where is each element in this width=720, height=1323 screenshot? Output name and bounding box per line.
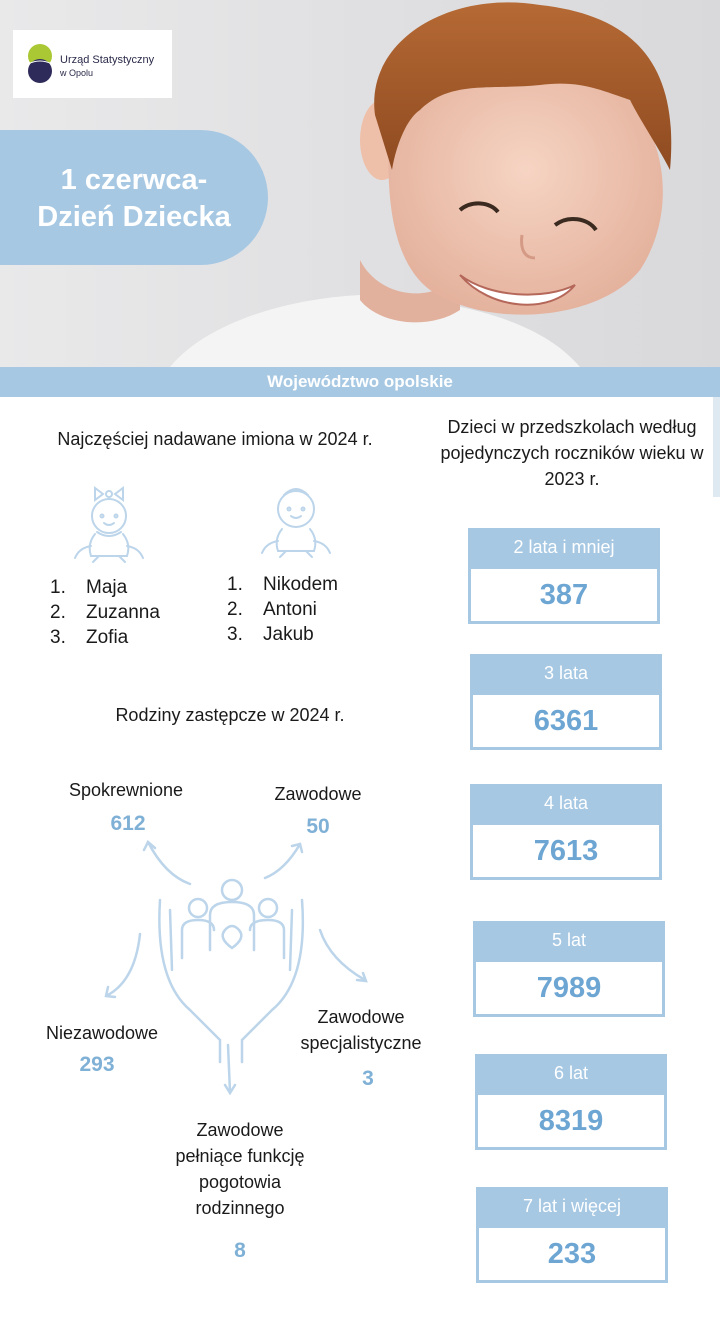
card-label: 5 lat: [551, 930, 587, 950]
card-label: 4 lata: [543, 793, 589, 813]
region-name: Województwo opolskie: [267, 372, 453, 391]
preschool-title: Dzieci w przedszkolach według pojedynczych roczników wieku w 2023 r.: [440, 417, 704, 489]
card-value: 7989: [536, 972, 602, 1004]
preschool-card-7-lat: [476, 1187, 668, 1283]
card-value: 8319: [538, 1105, 604, 1137]
page-title-line-2: Dzień Dziecka: [37, 201, 231, 233]
foster-specjalistyczne-value: 3: [362, 1067, 374, 1090]
boy-names-list: [227, 572, 338, 647]
foster-spokrewnione-value: 612: [110, 812, 146, 835]
card-value: 387: [539, 579, 589, 611]
card-label: 2 lata i mniej: [513, 537, 615, 557]
list-item: 2. Zuzanna: [50, 602, 160, 623]
foster-zawodowe-value: 50: [306, 815, 330, 838]
foster-title: Rodziny zastępcze w 2024 r.: [115, 705, 345, 725]
card-value: 6361: [533, 705, 599, 737]
preschool-card-5-lat: [473, 921, 665, 1017]
list-item: 3. Jakub: [227, 624, 314, 645]
preschool-card-3-lata: [470, 654, 662, 750]
decorative-shadow: [713, 397, 720, 497]
region-banner: [0, 367, 720, 397]
preschool-card-6-lat: [475, 1054, 667, 1150]
logo: [13, 30, 172, 98]
names-title: Najczęściej nadawane imiona w 2024 r.: [57, 429, 373, 449]
list-item: 3. Zofia: [50, 627, 129, 648]
baby-girl-icon: [69, 484, 149, 564]
preschool-card-2-lata: [468, 528, 660, 624]
foster-pogotowie-value: 8: [234, 1239, 246, 1262]
card-value: 7613: [533, 835, 599, 867]
title-pill: [0, 130, 268, 265]
card-label: 6 lat: [553, 1063, 589, 1083]
foster-specjalistyczne-label: Zawodowe specjalistyczne: [300, 1007, 422, 1053]
list-item: 1. Nikodem: [227, 574, 338, 595]
preschool-card-4-lata: [470, 784, 662, 880]
card-label: 3 lata: [543, 663, 589, 683]
card-label: 7 lat i więcej: [522, 1196, 622, 1216]
foster-pogotowie-label: Zawodowe pełniące funkcję pogotowia rodzinnego: [175, 1120, 305, 1218]
foster-spokrewnione-label: Spokrewnione: [68, 780, 184, 800]
list-item: 1. Maja: [50, 577, 128, 598]
logo-location: w Opolu: [60, 68, 94, 78]
foster-zawodowe-label: Zawodowe: [274, 784, 362, 804]
hero-section: [0, 0, 720, 367]
logo-mark-icon: [26, 44, 54, 84]
card-value: 233: [547, 1238, 597, 1270]
girl-names-list: [50, 575, 160, 650]
page-title-line-1: 1 czerwca-: [60, 164, 208, 196]
foster-niezawodowe-label: Niezawodowe: [45, 1023, 159, 1043]
baby-boy-icon: [256, 479, 336, 559]
foster-niezawodowe-value: 293: [79, 1053, 115, 1076]
logo-name: Urząd Statystyczny: [60, 54, 155, 66]
list-item: 2. Antoni: [227, 599, 317, 620]
